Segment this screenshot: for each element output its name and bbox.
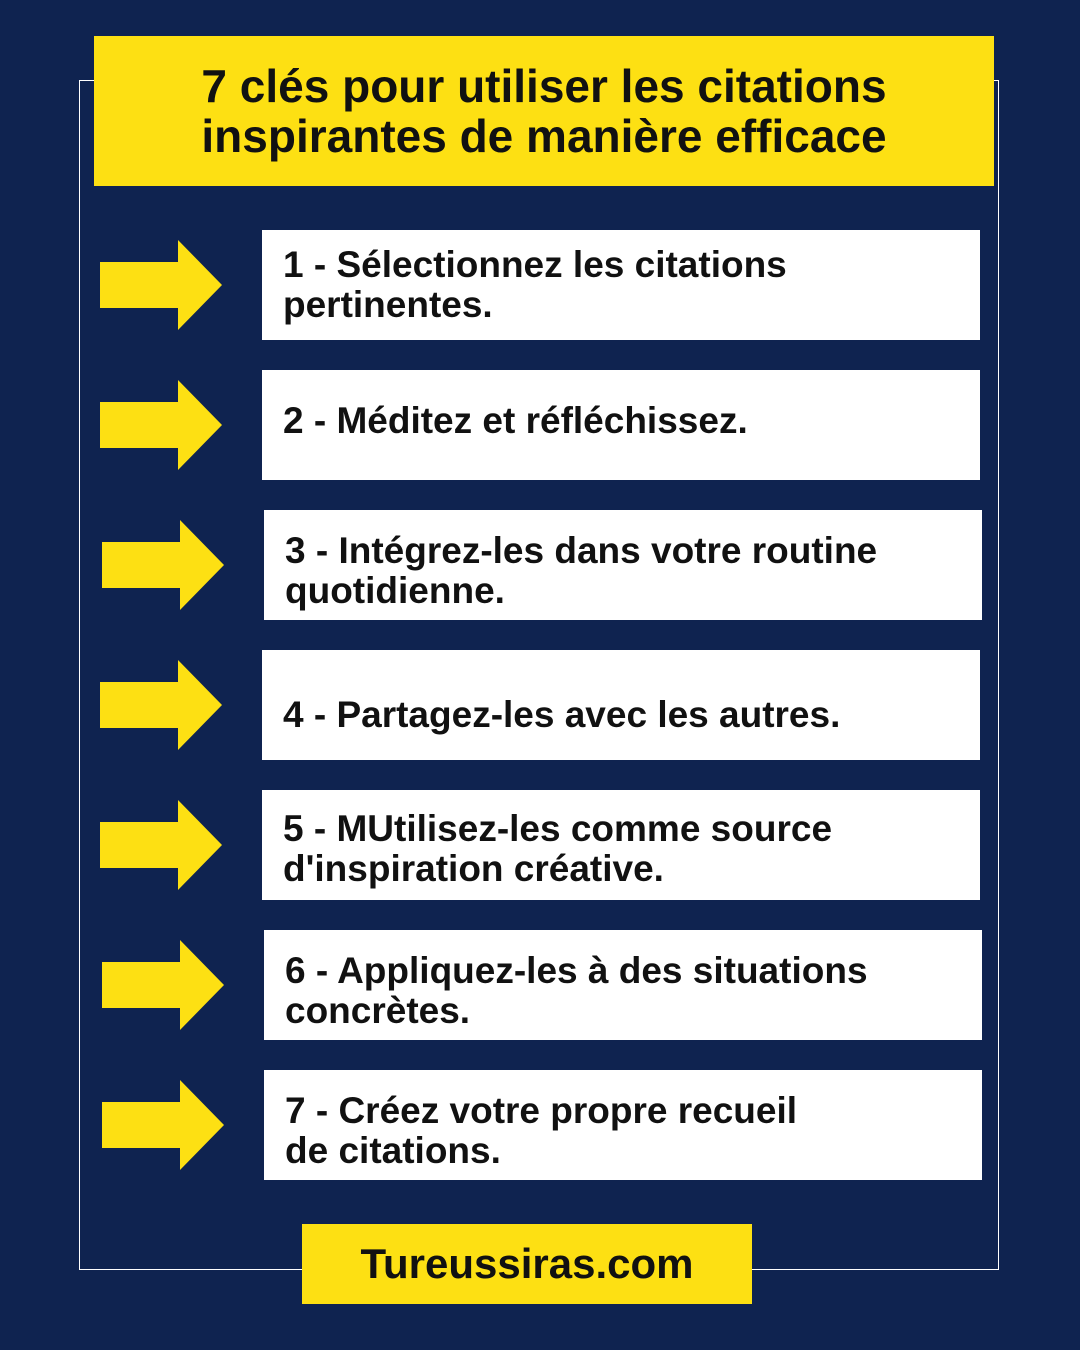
list-item-6	[0, 930, 1080, 1040]
list-item-box	[262, 370, 980, 480]
list-item-line-1: 6 - Appliquez-les à des situations	[285, 950, 868, 991]
list-item-1	[0, 230, 1080, 340]
arrow-right-icon	[100, 240, 222, 330]
list-item-line-2: pertinentes.	[283, 284, 493, 325]
list-item-line-1: 1 - Sélectionnez les citations	[283, 244, 787, 285]
list-item-2	[0, 370, 1080, 480]
title-banner	[94, 36, 994, 186]
list-item-box	[262, 230, 980, 340]
site-name: Tureussiras.com	[360, 1240, 694, 1287]
arrow-right-icon	[100, 660, 222, 750]
list-item-line-2: concrètes.	[285, 990, 471, 1031]
list-item-text	[283, 695, 966, 735]
list-item-text	[285, 531, 968, 611]
list-item-text	[285, 951, 968, 1031]
list-item-box	[264, 1070, 982, 1180]
list-item-line-1: 5 - MUtilisez-les comme source	[283, 808, 833, 849]
list-item-5	[0, 790, 1080, 900]
list-item-line-1: 3 - Intégrez-les dans votre routine	[285, 530, 878, 571]
page-title	[201, 61, 886, 161]
list-item-line-2: quotidienne.	[285, 570, 505, 611]
list-item-line-2: d'inspiration créative.	[283, 848, 664, 889]
arrow-right-icon	[100, 380, 222, 470]
list-item-line-1: 2 - Méditez et réfléchissez.	[283, 400, 748, 441]
list-item-box	[262, 650, 980, 760]
title-line-2: inspirantes de manière efficace	[201, 110, 887, 162]
list-item-box	[264, 510, 982, 620]
list-item-text	[283, 245, 966, 325]
arrow-right-icon	[102, 1080, 224, 1170]
arrow-right-icon	[102, 520, 224, 610]
arrow-right-icon	[102, 940, 224, 1030]
title-line-1: 7 clés pour utiliser les citations	[201, 60, 887, 112]
list-item-box	[264, 930, 982, 1040]
footer-banner	[302, 1224, 752, 1304]
arrow-right-icon	[100, 800, 222, 890]
list-item-line-1: 7 - Créez votre propre recueil	[285, 1090, 798, 1131]
list-item-box	[262, 790, 980, 900]
list-item-text	[283, 809, 966, 889]
list-item-4	[0, 650, 1080, 760]
list-item-3	[0, 510, 1080, 620]
list-item-text	[283, 401, 966, 441]
list-item-line-2: de citations.	[285, 1130, 501, 1171]
list-item-text	[285, 1091, 968, 1171]
list-item-line-1: 4 - Partagez-les avec les autres.	[283, 694, 841, 735]
list-item-7	[0, 1070, 1080, 1180]
